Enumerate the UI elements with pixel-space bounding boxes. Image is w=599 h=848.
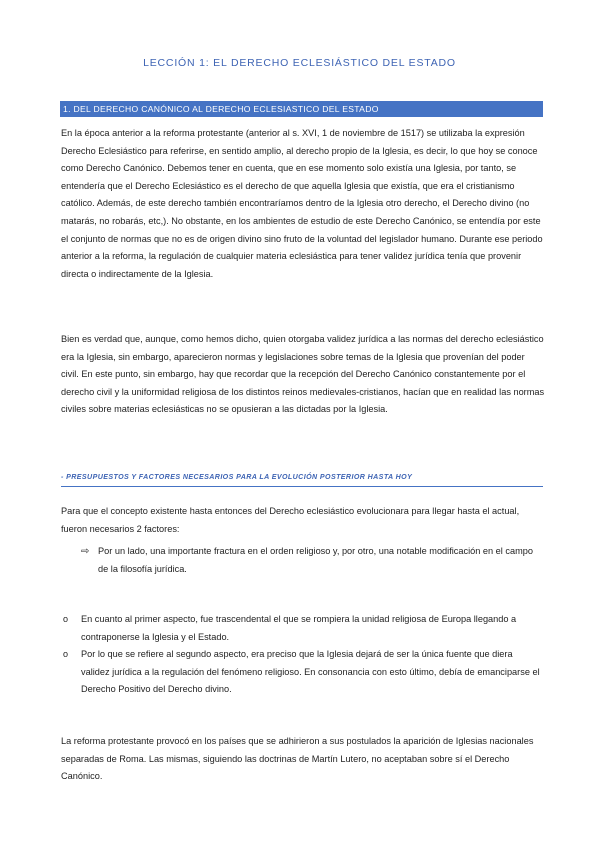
paragraph-3: Para que el concepto existente hasta entonces del Derecho eclesiástico evolucionara para llegar hasta el actual, fueron necesarios 2 factores: [61,506,520,534]
paragraph-1: En la época anterior a la reforma protestante (anterior al s. XVI, 1 de noviembre de 1517) se utilizaba la expresión Derecho Eclesiástico para referirse, en sentido amplio, al derecho propio de la Iglesia, es decir, lo que hoy se conoce como Derecho Canónico. Debemos tener en cuenta, que en ese momento solo existía una Iglesia, por tanto, se entendería que el Derecho Eclesiástico es el derecho de que aquella Iglesia que existía, que era el cristianismo católico. Además, de este derecho también encontraríamos dentro de la Iglesia otro derecho, el Derecho divino (no matarás, no robarás, etc,). No obstante, en los ambientes de estudio de este Derecho Canónico, se entendía por este el conjunto de normas que no es de origen divino sino fruto de la voluntad del legislador humano. Durante ese periodo anterior a la reforma, la regulación de cualquier materia eclesiástica para tener validez jurídica tenía que provenir directa o indirectamente de la Iglesia. [61,128,543,279]
subheading: - PRESUPUESTOS Y FACTORES NECESARIOS PARA LA EVOLUCIÓN POSTERIOR HASTA HOY [61,473,543,487]
bullet-list [63,611,543,699]
arrow-icon: ⇨ [81,546,90,557]
paragraph-4: La reforma protestante provocó en los países que se adhirieron a sus postulados la aparición de Iglesias nacionales separadas de Roma. Las mismas, siguiendo las doctrinas de Martín Lutero, no aceptaban sobre sí el Derecho Canónico. [61,736,534,782]
bullet-text: Por lo que se refiere al segundo aspecto, era preciso que la Iglesia dejará de ser la única fuente que diera validez jurídica a la regulación del fenómeno religioso. En consonancia con esto último, debía de emanciparse el Derecho Positivo del Derecho divino. [81,649,540,695]
bullet-item-1 [63,611,543,646]
arrow-item-text: Por un lado, una importante fractura en el orden religioso y, por otro, una notable modificación en el campo de la filosofía jurídica. [98,546,533,574]
page-title: LECCIÓN 1: EL DERECHO ECLESIÁSTICO DEL ESTADO [143,57,456,69]
bullet-item-2 [63,646,543,699]
section-heading: 1. DEL DERECHO CANÓNICO AL DERECHO ECLESIASTICO DEL ESTADO [60,101,543,117]
circle-bullet-icon: o [63,649,69,660]
circle-bullet-icon: o [63,614,69,624]
paragraph-2: Bien es verdad que, aunque, como hemos dicho, quien otorgaba validez jurídica a las normas del derecho eclesiástico era la Iglesia, sin embargo, aparecieron normas y legislaciones sobre temas de la Iglesia que provenían del poder civil. En este punto, sin embargo, hay que recordar que la recepción del Derecho Canónico constantemente por el derecho civil y la uniformidad religiosa de los distintos reinos medievales-cristianos, hacían que en realidad las normas civiles sobre materias eclesiásticas no se opusieran a las dictadas por la Iglesia. [61,334,545,415]
bullet-text: En cuanto al primer aspecto, fue trascendental el que se rompiera la unidad religiosa de Europa llegando a contraponerse la Iglesia y el Estado. [81,614,517,642]
arrow-list-item [81,543,541,578]
